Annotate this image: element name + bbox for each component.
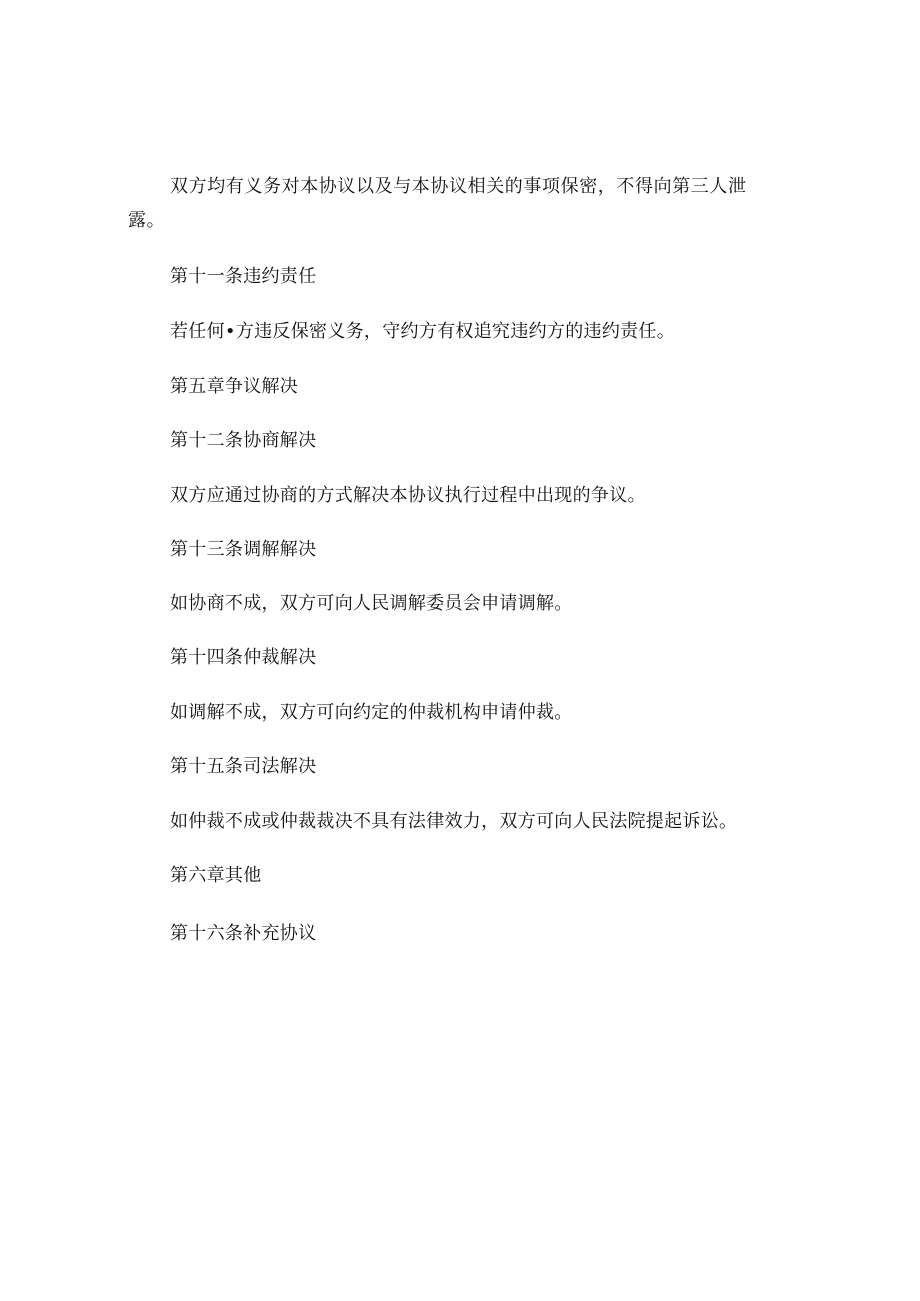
article-13-heading: 第十三条调解解决	[170, 539, 317, 560]
article-11-heading: 第十一条违约责任	[170, 266, 317, 287]
article-15-text: 如仲裁不成或仲裁裁决不具有法律效力，双方可向人民法院提起诉讼。	[170, 811, 738, 832]
article-11-text: 若任何•方违反保密义务，守约方有权追究违约方的违约责任。	[170, 321, 676, 342]
chapter-6-heading: 第六章其他	[170, 865, 262, 886]
article-12-heading: 第十二条协商解决	[170, 430, 317, 451]
article-15-heading: 第十五条司法解决	[170, 756, 317, 777]
chapter-5-heading: 第五章争议解决	[170, 376, 299, 397]
article-14-text: 如调解不成，双方可向约定的仲裁机构申请仲裁。	[170, 702, 573, 723]
article-16-heading: 第十六条补充协议	[170, 923, 317, 944]
article-14-heading: 第十四条仲裁解决	[170, 647, 317, 668]
article-12-text: 双方应通过协商的方式解决本协议执行过程中出现的争议。	[170, 485, 646, 506]
article-13-text: 如协商不成，双方可向人民调解委员会申请调解。	[170, 593, 573, 614]
confidentiality-paragraph: 双方均有义务对本协议以及与本协议相关的事项保密，不得向第三人泄露。	[128, 176, 747, 231]
